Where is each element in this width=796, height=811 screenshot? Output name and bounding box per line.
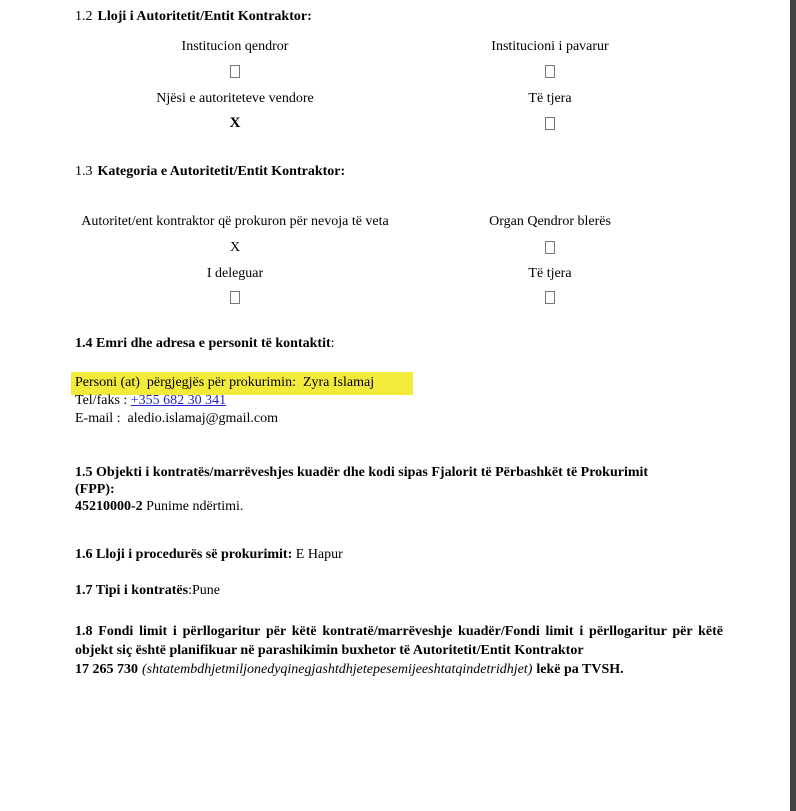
checkbox-cell	[395, 63, 705, 80]
checkbox-cell	[75, 63, 395, 80]
checkbox-unchecked-icon	[545, 65, 555, 78]
checked-mark-cell	[75, 115, 395, 132]
fund-limit-suffix: lekë pa TVSH.	[536, 662, 624, 677]
checkbox-unchecked-icon	[230, 65, 240, 78]
checked-x-mark: X	[229, 240, 241, 255]
section-1-6	[75, 546, 723, 563]
option-label: Njësi e autoriteteve vendore	[156, 91, 314, 106]
section-1-5-heading-line1: 1.5 Objekti i kontratës/marrëveshjes kuadër dhe kodi sipas Fjalorit të Përbashkët të Prokurimit	[75, 465, 649, 480]
section-1-2-title: Lloji i Autoritetit/Entit Kontraktor:	[97, 9, 312, 24]
section-1-7-value: :Pune	[188, 583, 220, 598]
option-label: Organ Qendror blerës	[489, 214, 611, 229]
section-1-2-checkbox-row-1	[75, 63, 723, 80]
section-1-2-option-labels-row-1	[75, 38, 723, 55]
section-1-3-title: Kategoria e Autoritetit/Entit Kontraktor:	[97, 164, 346, 179]
section-1-3-checkbox-row-1	[75, 239, 723, 256]
section-1-3-number: 1.3	[75, 164, 93, 179]
section-1-3-heading	[75, 163, 723, 180]
email-value: aledio.islamaj@gmail.com	[127, 411, 279, 426]
tel-label: Tel/faks :	[75, 393, 131, 408]
option-label: Të tjera	[528, 91, 572, 106]
checkbox-cell	[395, 115, 705, 132]
section-1-8	[75, 622, 723, 679]
checkbox-unchecked-icon	[545, 241, 555, 254]
checked-mark-cell	[75, 239, 395, 256]
fund-limit-amount: 17 265 730	[75, 662, 138, 677]
option-label: Institucioni i pavarur	[491, 39, 609, 54]
checkbox-cell	[395, 289, 705, 306]
section-1-8-amount-line	[75, 660, 723, 679]
section-1-6-value: E Hapur	[292, 547, 343, 562]
section-1-3-checkbox-row-2	[75, 289, 723, 306]
option-label: Autoritet/ent kontraktor që prokuron për nevoja të veta	[81, 214, 389, 229]
checkbox-cell	[75, 289, 395, 306]
option-label: Të tjera	[528, 266, 572, 281]
section-1-4-heading: 1.4 Emri dhe adresa e personit të kontaktit:	[75, 336, 335, 351]
checkbox-unchecked-icon	[230, 291, 240, 304]
section-1-2-checkbox-row-2	[75, 115, 723, 132]
cpv-description: Punime ndërtimi.	[142, 499, 244, 514]
contact-block	[75, 374, 723, 428]
heading-colon: :	[330, 336, 335, 351]
section-1-7-label: 1.7 Tipi i kontratës	[75, 583, 189, 598]
email-label: E-mail :	[75, 411, 128, 426]
document-content	[75, 8, 723, 679]
contact-email-line	[75, 410, 723, 428]
fund-limit-amount-words: (shtatembdhjetmiljonedyqinegjashtdhjetepesemijeeshtatqindetridhjet)	[142, 662, 533, 677]
option-label: I deleguar	[206, 266, 264, 281]
section-1-8-body: 1.8 Fondi limit i përllogaritur për këtë kontratë/marrëveshje kuadër/Fondi limit i përllogaritur për këtë objekt siç është planifikuar në parashikimin buxhetor të Autoritetit/Entit Kontraktor	[75, 624, 723, 658]
viewer-edge-strip	[790, 0, 796, 811]
section-1-5	[75, 464, 723, 515]
section-1-2-option-labels-row-2	[75, 90, 723, 107]
cpv-code: 45210000-2	[75, 499, 143, 514]
section-1-6-label: 1.6 Lloji i procedurës së prokurimit:	[75, 547, 293, 562]
section-1-5-heading-line2: (FPP):	[75, 482, 115, 497]
section-1-3-option-labels-row-2	[75, 265, 723, 282]
contact-tel-line	[75, 392, 723, 410]
section-1-2-heading	[75, 8, 723, 25]
checkbox-unchecked-icon	[545, 117, 555, 130]
checkbox-unchecked-icon	[545, 291, 555, 304]
section-1-2-number: 1.2	[75, 9, 93, 24]
checked-x-mark: X	[229, 115, 241, 131]
option-label: Institucion qendror	[181, 39, 289, 54]
section-1-5-value-line	[75, 498, 723, 515]
checkbox-cell	[395, 239, 705, 256]
phone-link[interactable]: +355 682 30 341	[130, 393, 227, 408]
section-1-3-option-labels-row-1	[75, 213, 723, 230]
section-1-7	[75, 582, 723, 599]
contact-person-line: Personi (at) përgjegjës për prokurimin: Zyra Islamaj	[75, 375, 375, 390]
